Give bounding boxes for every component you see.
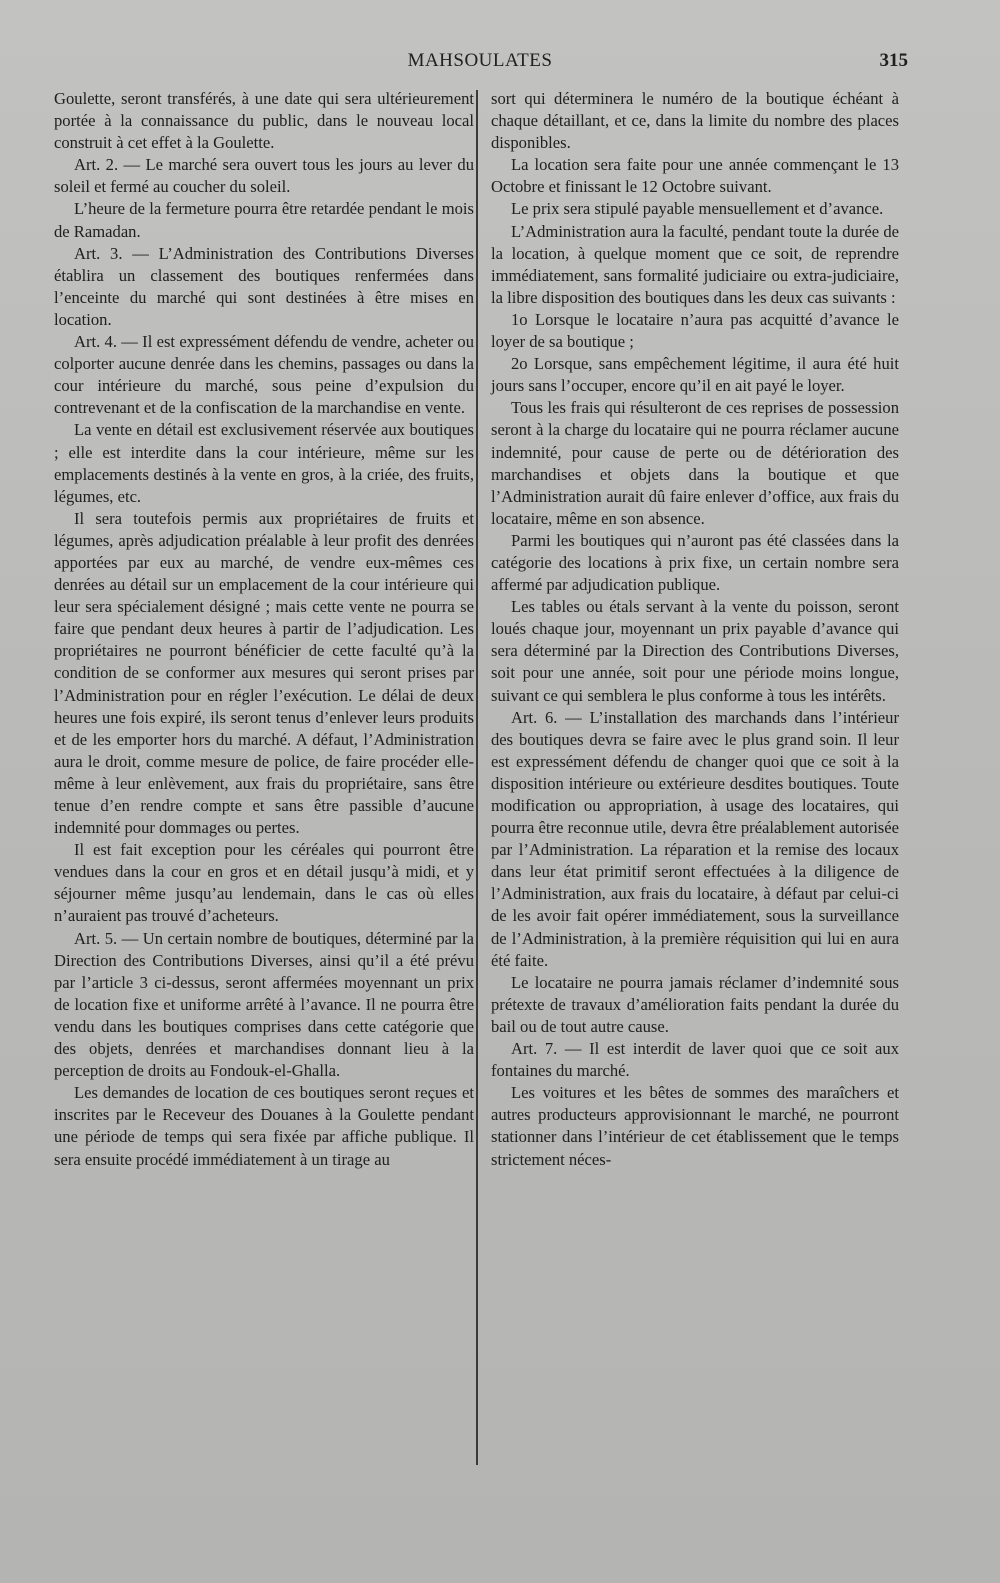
paragraph: sort qui déterminera le numéro de la boutique échéant à chaque détaillant, et ce, dans la limite du nombre des places disponibles. <box>491 89 899 153</box>
paragraph: Art. 5. — Un certain nombre de boutiques, déterminé par la Direction des Contributions Diverses, ainsi qu’il a été prévu par l’article 3 ci-dessus, seront affermées moyennant un prix de location fixe et uniforme arrêté à l’avance. Il ne pourra être vendu dans les boutiques comprises dans cette catégorie que des objets, denrées et marchandises donnant lieu à la perception de droits au Fondouk-el-Ghalla. <box>54 928 474 1081</box>
paragraph: Il est fait exception pour les céréales qui pourront être vendues dans la cour en gros et en détail jusqu’à midi, et y séjourner même jusqu’au lendemain, dans le cas où elles n’auraient pas trouvé d’acheteurs. <box>54 840 474 926</box>
paragraph: Parmi les boutiques qui n’auront pas été classées dans la catégorie des locations à prix fixe, un certain nombre sera affermé par adjudication publique. <box>491 530 899 595</box>
paragraph: Art. 3. — L’Administration des Contributions Diverses établira un classement des boutiques renfermées dans l’enceinte du marché qui sont destinées à être mises en location. <box>54 243 474 329</box>
paragraph: La location sera faite pour une année commençant le 13 Octobre et finissant le 12 Octobre suivant. <box>491 155 899 197</box>
paragraph: Le prix sera stipulé payable mensuellement et d’avance. <box>511 199 884 219</box>
paragraph: Le locataire ne pourra jamais réclamer d’indemnité sous prétexte de travaux d’amélioration faits pendant la durée du bail ou de tout autre cause. <box>491 972 899 1036</box>
running-header <box>52 50 908 80</box>
paragraph: Goulette, seront transférés, à une date qui sera ultérieurement portée à la connaissance du public, dans le nouveau local construit à cet effet à la Goulette. <box>54 89 474 153</box>
right-column <box>491 88 899 1171</box>
paragraph: Art. 4. — Il est expressément défendu de vendre, acheter ou colporter aucune denrée dans les chemins, passages ou dans la cour intérieure du marché, sous peine d’expulsion du contrevenant et de la confiscation de la marchandise en vente. <box>54 332 474 418</box>
left-column <box>54 88 474 1171</box>
paragraph: 2o Lorsque, sans empêchement légitime, il aura été huit jours sans l’occuper, encore qu’il en ait payé le loyer. <box>491 354 899 396</box>
column-divider <box>476 90 478 1465</box>
paragraph: Les voitures et les bêtes de sommes des maraîchers et autres producteurs approvisionnant le marché, ne pourront stationner dans l’intérieur de cet établissement que le temps strictement néces- <box>491 1083 899 1169</box>
paragraph: La vente en détail est exclusivement réservée aux boutiques ; elle est interdite dans la cour intérieure, même sur les emplacements destinés à la vente en gros, à la criée, des fruits, légumes, etc. <box>54 420 474 506</box>
page-title: MAHSOULATES <box>407 50 553 71</box>
paragraph: Il sera toutefois permis aux propriétaires de fruits et légumes, après adjudication préalable à leur profit des denrées apportées par eux au marché, de vendre eux-mêmes ces denrées au détail sur un emplacement de la cour intérieure qui leur sera spécialement désigné ; mais cette vente ne pourra se faire que pendant deux heures à partir de l’adjudication. Les propriétaires ne pourront bénéficier de cette faculté qu’à la condition de se conformer aux mesures qui seront prises par l’Administration pour en régler l’exécution. Le délai de deux heures une fois expiré, ils seront tenus d’enlever leurs produits et de les emporter hors du marché. A défaut, l’Administration aura le droit, comme mesure de police, de faire procéder elle-même à leur enlèvement, aux frais du propriétaire, sans être tenue d’en rendre compte et sans être passible d’aucune indemnité pour dommages ou pertes. <box>54 508 474 838</box>
paragraph: L’Administration aura la faculté, pendant toute la durée de la location, à quelque moment que ce soit, de reprendre immédiatement, sans formalité judiciaire ou extra-judiciaire, la libre disposition des boutiques dans les deux cas suivants : <box>491 221 899 307</box>
paragraph: Art. 7. — Il est interdit de laver quoi que ce soit aux fontaines du marché. <box>491 1039 899 1081</box>
paragraph: Tous les frais qui résulteront de ces reprises de possession seront à la charge du locataire qui ne pourra réclamer aucune indemnité, pour cause de perte ou de détérioration des marchandises et objets dans la boutique et que l’Administration aurait dû faire enlever d’office, aux frais du locataire, même en son absence. <box>491 398 899 528</box>
paragraph: Art. 2. — Le marché sera ouvert tous les jours au lever du soleil et fermé au coucher du soleil. <box>54 155 474 197</box>
paragraph: 1o Lorsque le locataire n’aura pas acquitté d’avance le loyer de sa boutique ; <box>491 309 899 352</box>
paragraph: Les tables ou étals servant à la vente du poisson, seront loués chaque jour, moyennant un prix payable d’avance qui sera déterminé par la Direction des Contributions Diverses, soit pour une année, soit pour une période moins longue, suivant ce qui semblera le plus conforme à tous les intérêts. <box>491 597 899 705</box>
paragraph: Art. 6. — L’installation des marchands dans l’intérieur des boutiques devra se faire avec le plus grand soin. Il leur est expressément défendu de changer quoi que ce soit à la disposition intérieure ou extérieure desdites boutiques. Toute modification ou appropriation, à usage des locataires, qui pourra être reconnue utile, devra être préalablement autorisée par l’Administration. La réparation et la remise des locaux dans leur état primitif seront effectuées à la diligence de l’Administration, aux frais du locataire, à défaut par celui-ci de les avoir fait opérer immédiatement, sous la surveillance de l’Administration, à la première réquisition qui lui en aura été faite. <box>491 707 899 970</box>
paragraph: L’heure de la fermeture pourra être retardée pendant le mois de Ramadan. <box>54 199 474 241</box>
paragraph: Les demandes de location de ces boutiques seront reçues et inscrites par le Receveur des Douanes à la Goulette pendant une période de temps qui sera fixée par affiche publique. Il sera ensuite procédé immédiatement à un tirage au <box>54 1083 474 1169</box>
page-number: 315 <box>879 50 908 71</box>
